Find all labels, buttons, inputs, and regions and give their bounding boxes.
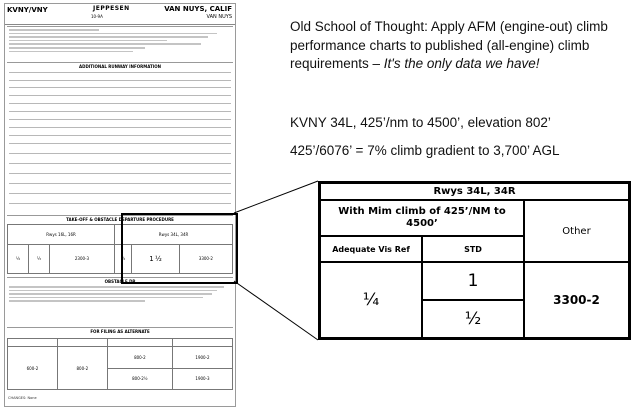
note-kvny-climb: KVNY 34L, 425’/nm to 4500’, elevation 802’	[290, 115, 551, 130]
mini-rwy-right: Rwys 34L, 34R	[115, 225, 233, 245]
mini-quarter-right: ¼	[115, 244, 132, 273]
note-old-school-italic: It's the only data we have!	[383, 56, 540, 71]
chart-city-short: VAN NUYS	[206, 14, 232, 20]
filing-title: FOR FILING AS ALTERNATE	[90, 329, 150, 334]
obstacle-title: OBSTACLE DP	[104, 279, 136, 284]
alt-value-3: 800-2	[107, 347, 172, 369]
mini-third: ⅓	[28, 244, 49, 273]
note-old-school-text: Old School of Thought: Apply AFM (engine-out) climb performance charts to published (all-engine) climb requirements –	[290, 19, 608, 71]
zoom-std-value-1: 1	[422, 262, 524, 300]
alt-value-2: 800-2	[57, 347, 107, 390]
alt-value-1: 600-2	[8, 347, 58, 390]
zoom-with-min-climb: With Mim climb of 425’/NM to 4500’	[320, 200, 524, 236]
zoom-other-header: Other	[524, 200, 629, 262]
alt-value-5: 1900-3	[173, 368, 233, 390]
mini-one: 1	[149, 254, 154, 263]
zoom-other-value: 3300-2	[524, 262, 629, 338]
zoomed-takeoff-table	[318, 181, 631, 340]
alt-value-4: 1900-2	[173, 347, 233, 369]
note-climb-gradient: 425’/6076’ = 7% climb gradient to 3,700’ AGL	[290, 143, 560, 158]
chart-publisher-logo: JEPPESEN	[93, 5, 130, 12]
zoom-std-header: STD	[422, 236, 524, 262]
zoom-std-value-2: ½	[422, 300, 524, 338]
mini-half: ½	[154, 254, 162, 263]
chart-index: 10-9A	[91, 14, 103, 19]
chart-footer: CHANGES: None	[8, 396, 37, 400]
chart-airport-id: KVNY/VNY	[7, 6, 48, 14]
runway-info-title: ADDITIONAL RUNWAY INFORMATION	[79, 64, 161, 69]
zoom-runway-header: Rwys 34L, 34R	[320, 183, 629, 200]
mini-value-right: 3300-2	[179, 244, 232, 273]
note-old-school	[290, 18, 635, 74]
takeoff-title: TAKE-OFF & OBSTACLE DEPARTURE PROCEDURE	[66, 217, 174, 222]
mini-value-left: 2300-3	[49, 244, 114, 273]
zoom-adequate-vis-ref: Adequate Vis Ref	[320, 236, 422, 262]
alt-value-6: 800-2½	[107, 368, 172, 390]
mini-quarter-left: ¼	[8, 244, 29, 273]
mini-rwy-left: Rwys 16L, 16R	[8, 225, 115, 245]
chart-city: VAN NUYS, CALIF	[164, 5, 232, 13]
zoom-adequate-value: ¼	[320, 262, 422, 338]
